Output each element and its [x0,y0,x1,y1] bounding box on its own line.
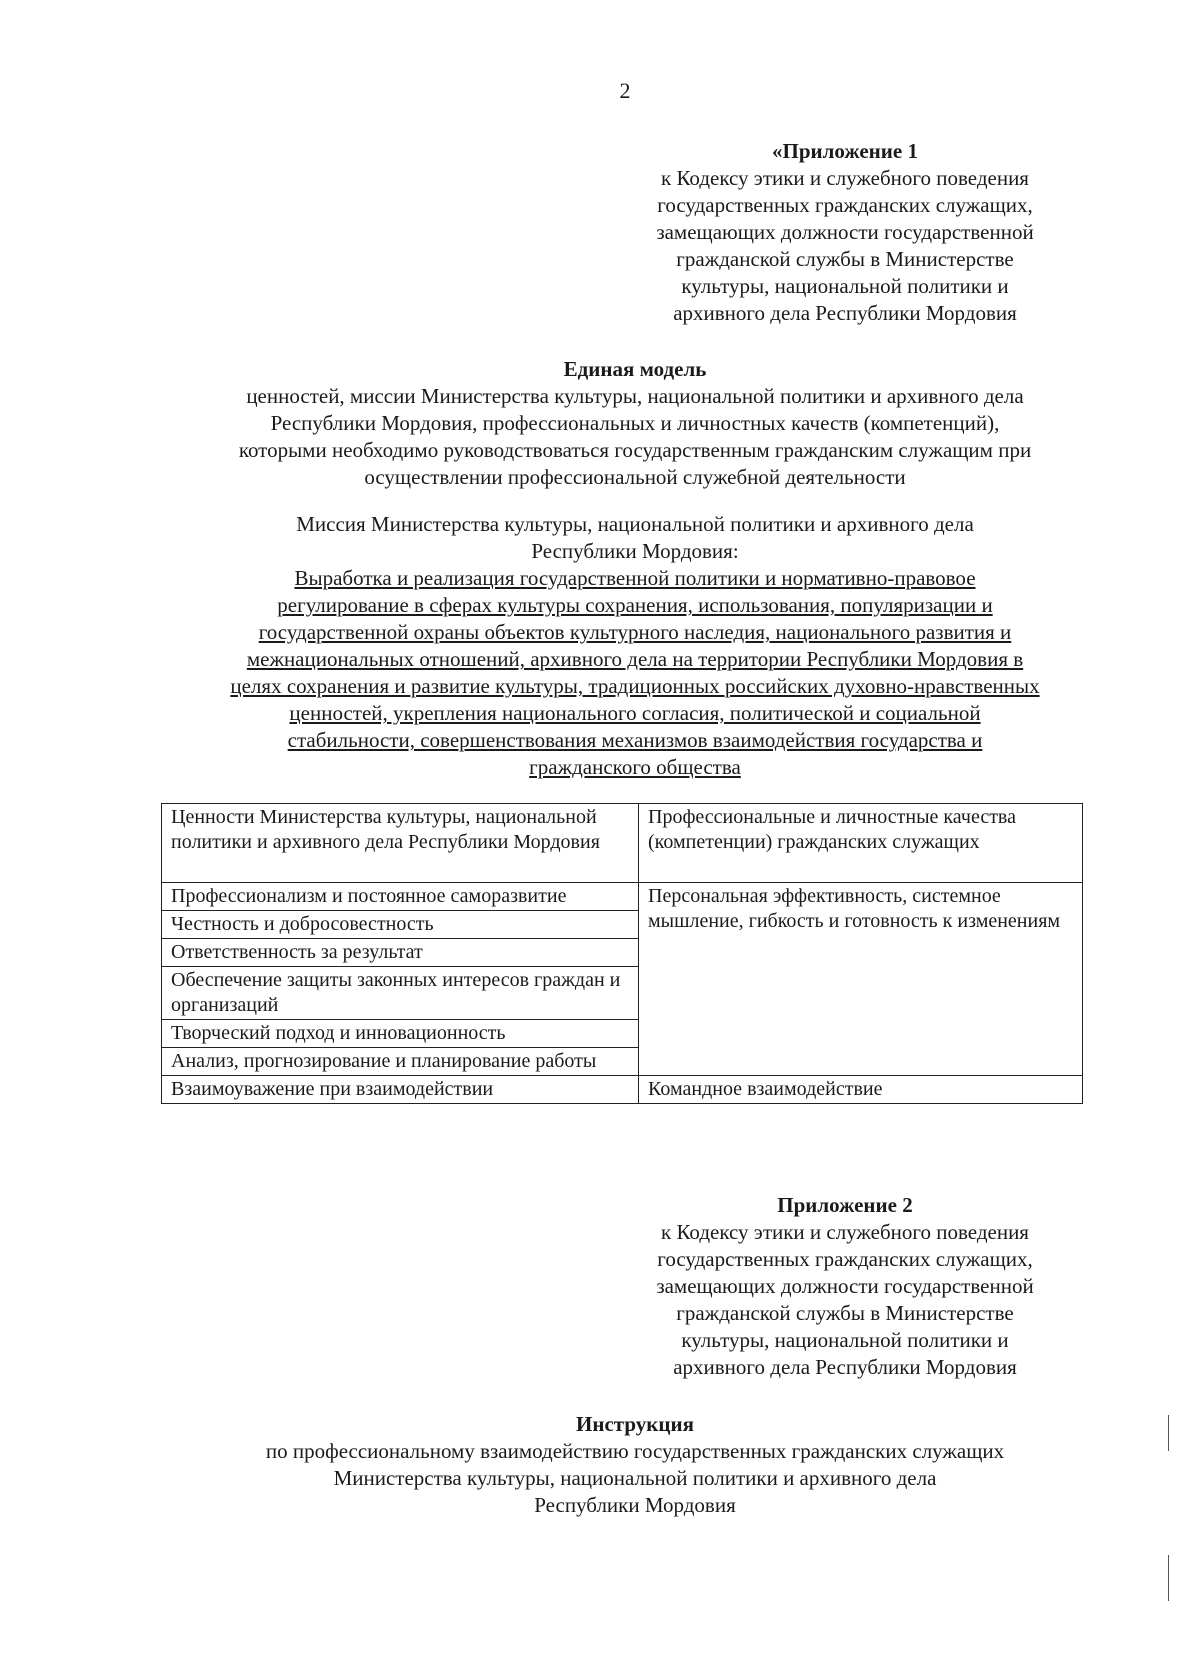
appendix-2-line: замещающих должности государственной [656,1274,1034,1298]
mission-text-line: межнациональных отношений, архивного дела на территории Республики Мордовия в [246,647,1024,671]
table-cell-value: Взаимоуважение при взаимодействии [162,1076,639,1104]
appendix-1-line: замещающих должности государственной [656,220,1034,244]
appendix-1-line: гражданской службы в Министерстве [676,247,1014,271]
model-line: ценностей, миссии Министерства культуры, национальной политики и архивного дела [246,384,1024,408]
mission-text-line: государственной охраны объектов культурного наследия, национального развития и [258,620,1012,644]
appendix-2-line: к Кодексу этики и служебного поведения [661,1220,1029,1244]
mission-text-line: Выработка и реализация государственной политики и нормативно-правовое [294,566,976,590]
appendix-1-line: государственных гражданских служащих, [657,193,1033,217]
model-line: Республики Мордовия, профессиональных и личностных качеств (компетенций), [270,411,1000,435]
table-cell-value: Анализ, прогнозирование и планирование работы [162,1048,639,1076]
appendix-1-line: архивного дела Республики Мордовия [673,301,1017,325]
mission-heading-line: Миссия Министерства культуры, национальной политики и архивного дела [296,512,974,536]
mission-text [150,565,1120,781]
instruction-line: по профессиональному взаимодействию государственных гражданских служащих [265,1439,1005,1463]
table-row [162,883,1083,911]
mission-text-line: ценностей, укрепления национального согласия, политической и социальной [289,701,981,725]
model-heading [150,356,1120,491]
mission-text-line: регулирование в сферах культуры сохранения, использования, популяризации и [277,593,993,617]
mission-section [150,511,1120,781]
table-header-row [162,804,1083,883]
appendix-1-line: к Кодексу этики и служебного поведения [661,166,1029,190]
values-competencies-table-wrap [161,803,1083,1104]
table-cell-value: Профессионализм и постоянное саморазвитие [162,883,639,911]
model-title: Единая модель [563,357,707,381]
appendix-2-line: государственных гражданских служащих, [657,1247,1033,1271]
table-cell-competency-group: Персональная эффективность, системное мышление, гибкость и готовность к изменениям [639,883,1083,1076]
table-cell-value: Ответственность за результат [162,939,639,967]
appendix-2-header [630,1192,1060,1381]
instruction-line: Республики Мордовия [534,1493,736,1517]
appendix-1-header [630,138,1060,327]
appendix-1-line: культуры, национальной политики и [681,274,1009,298]
table-header-values: Ценности Министерства культуры, национальной политики и архивного дела Республики Мордовия [162,804,639,883]
model-line: осуществлении профессиональной служебной деятельности [364,465,906,489]
mission-text-line: гражданского общества [529,755,741,779]
mission-heading-line: Республики Мордовия: [531,539,739,563]
table-row [162,1076,1083,1104]
table-cell-value: Честность и добросовестность [162,911,639,939]
mission-text-line: целях сохранения и развитие культуры, традиционных российских духовно-нравственных [230,674,1040,698]
values-competencies-table [161,803,1083,1104]
scan-margin-mark [1168,1555,1169,1601]
appendix-2-line: гражданской службы в Министерстве [676,1301,1014,1325]
model-line: которыми необходимо руководствоваться государственным гражданским служащим при [238,438,1032,462]
table-cell-competency: Командное взаимодействие [639,1076,1083,1104]
appendix-2-title: Приложение 2 [777,1193,913,1217]
mission-text-line: стабильности, совершенствования механизмов взаимодействия государства и [287,728,983,752]
table-cell-value: Творческий подход и инновационность [162,1020,639,1048]
appendix-1-title: «Приложение 1 [772,139,918,163]
instruction-title: Инструкция [576,1412,694,1436]
page-number: 2 [619,78,631,103]
table-header-competencies: Профессиональные и личностные качества (компетенции) гражданских служащих [639,804,1083,883]
appendix-2-line: архивного дела Республики Мордовия [673,1355,1017,1379]
instruction-heading [150,1411,1120,1519]
appendix-2-line: культуры, национальной политики и [681,1328,1009,1352]
instruction-line: Министерства культуры, национальной политики и архивного дела [333,1466,937,1490]
scan-margin-mark [1168,1415,1169,1451]
table-cell-value: Обеспечение защиты законных интересов граждан и организаций [162,967,639,1020]
